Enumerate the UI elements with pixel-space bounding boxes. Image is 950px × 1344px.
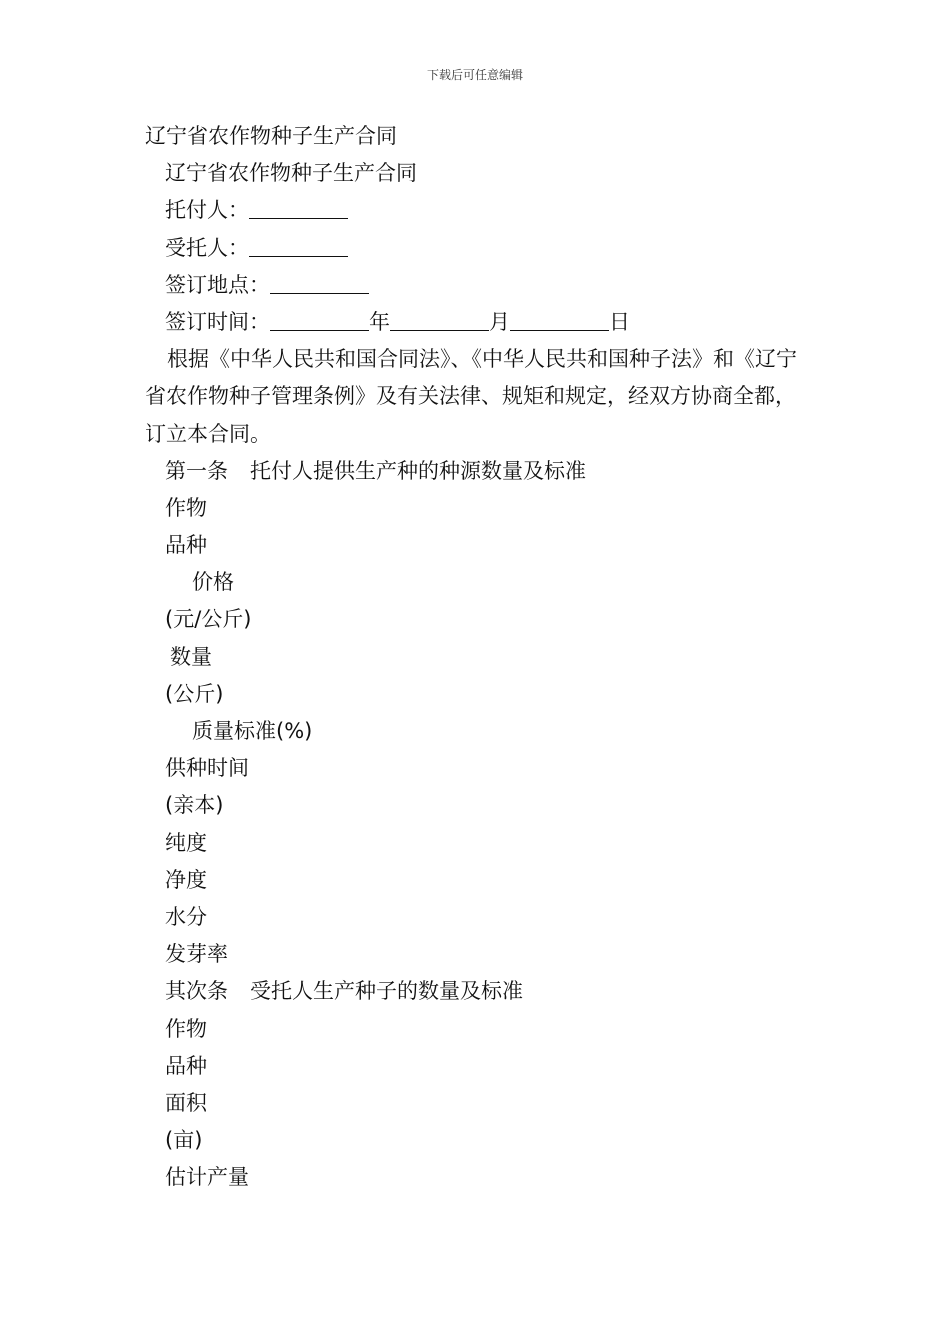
- list-item: 品种: [165, 1053, 207, 1078]
- article2-heading: [145, 973, 810, 1010]
- list-item: 作物: [165, 1016, 207, 1041]
- list-item: 作物: [165, 495, 207, 520]
- client-label: 托付人：: [165, 198, 249, 223]
- list-item: 发芽率: [165, 942, 228, 967]
- list-item: (亲本): [165, 793, 224, 818]
- year-label: 年: [369, 309, 390, 334]
- trustee-field: [145, 230, 810, 267]
- preamble-paragraph: 根据《中华人民共和国合同法》、《中华人民共和国种子法》和《辽宁省农作物种子管理条例》及有关法律、规矩和规定，经双方协商全都，订立本合同。: [145, 347, 797, 446]
- client-field: [145, 192, 810, 229]
- article1-title: 托付人提供生产种的种源数量及标准: [250, 458, 586, 483]
- list-item: (元/公斤): [165, 607, 252, 632]
- time-field: [145, 304, 810, 341]
- list-item: 估计产量: [165, 1165, 249, 1190]
- document-title: 辽宁省农作物种子生产合同: [145, 124, 397, 148]
- list-item: 纯度: [165, 830, 207, 855]
- day-label: 日: [609, 309, 630, 334]
- trustee-blank[interactable]: [249, 232, 348, 257]
- list-item: 面积: [165, 1090, 207, 1115]
- list-item: 净度: [165, 867, 207, 892]
- month-label: 月: [489, 309, 510, 334]
- client-blank[interactable]: [249, 194, 348, 219]
- list-item: 质量标准(%): [192, 719, 313, 744]
- list-item: (亩): [165, 1128, 203, 1153]
- article1-number: 第一条: [165, 458, 228, 483]
- list-item: 品种: [165, 533, 207, 558]
- time-label: 签订时间：: [165, 309, 270, 334]
- list-item: 水分: [165, 904, 207, 929]
- contract-subtitle: 辽宁省农作物种子生产合同: [165, 161, 417, 186]
- article2-number: 其次条: [165, 979, 228, 1004]
- place-blank[interactable]: [270, 269, 369, 294]
- list-item: 数量: [170, 644, 212, 669]
- year-blank[interactable]: [270, 306, 369, 331]
- list-item: 价格: [192, 570, 234, 595]
- place-label: 签订地点：: [165, 272, 270, 297]
- trustee-label: 受托人：: [165, 235, 249, 260]
- place-field: [145, 267, 810, 304]
- list-item: 供种时间: [165, 756, 249, 781]
- contract-document: [145, 118, 810, 1196]
- day-blank[interactable]: [510, 306, 609, 331]
- article1-heading: [145, 453, 810, 490]
- month-blank[interactable]: [390, 306, 489, 331]
- page-header: 下载后可任意编辑: [426, 68, 523, 82]
- list-item: (公斤): [165, 681, 224, 706]
- article2-title: 受托人生产种子的数量及标准: [250, 979, 523, 1004]
